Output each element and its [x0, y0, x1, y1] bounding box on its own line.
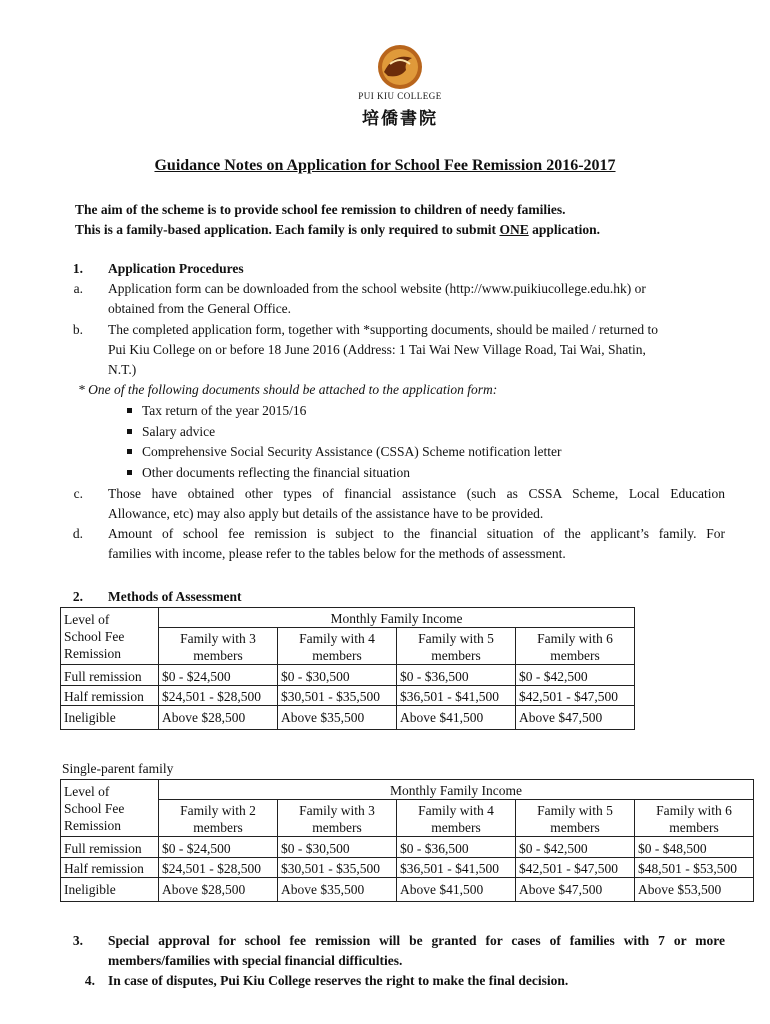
college-name-en: PUI KIU COLLEGE	[358, 91, 442, 101]
section3-line-2: members/families with special financial difficulties.	[108, 953, 403, 968]
assessment-table	[60, 607, 635, 730]
item-a-line-2: obtained from the General Office.	[108, 301, 292, 316]
section1-number: 1.	[72, 261, 83, 276]
table-cell: Above $53,500	[635, 878, 754, 902]
table-cell: Above $47,500	[516, 706, 635, 730]
doc-item: Comprehensive Social Security Assistance (CSSA) Scheme notification letter	[127, 442, 562, 462]
row-label: Ineligible	[61, 878, 159, 902]
column-header: Family with 4 members	[397, 800, 516, 837]
table-cell: Above $41,500	[397, 706, 516, 730]
table-cell: $0 - $42,500	[516, 665, 635, 686]
table-cell: Above $35,500	[278, 878, 397, 902]
college-name-zh: 培僑書院	[362, 109, 438, 129]
table-cell: $0 - $24,500	[159, 665, 278, 686]
table-row	[61, 878, 754, 902]
section3-line-1: Special approval for school fee remission will be granted for cases of families with 7 or more	[108, 933, 725, 948]
table-cell: Above $41,500	[397, 878, 516, 902]
item-b-line-3: N.T.)	[108, 362, 137, 377]
doc-item: Other documents reflecting the financial situation	[127, 463, 410, 483]
column-header: Family with 6 members	[516, 628, 635, 665]
single-parent-label: Single-parent family	[62, 761, 174, 776]
intro-line-2: This is a family-based application. Each family is only required to submit ONE application.	[75, 222, 600, 237]
table-cell: Above $47,500	[516, 878, 635, 902]
level-header: Level of School Fee Remission	[61, 780, 159, 837]
table-cell: $0 - $30,500	[278, 837, 397, 858]
bullet-icon	[127, 429, 132, 434]
table-row	[61, 706, 635, 730]
row-label: Half remission	[61, 686, 159, 706]
section2-number: 2.	[72, 589, 83, 604]
bullet-icon	[127, 470, 132, 475]
column-header: Family with 6 members	[635, 800, 754, 837]
item-b-line-2: Pui Kiu College on or before 18 June 2016 (Address: 1 Tai Wai New Village Road, Tai Wai, Shatin,	[108, 342, 646, 357]
single-parent-table	[60, 779, 754, 902]
table-cell: Above $28,500	[159, 706, 278, 730]
section3-number: 3.	[72, 933, 83, 948]
section1-heading: Application Procedures	[108, 261, 244, 276]
column-header: Family with 3 members	[278, 800, 397, 837]
table-cell: $0 - $36,500	[397, 837, 516, 858]
item-b-line-1: The completed application form, together with *supporting documents, should be mailed / returned to	[108, 322, 658, 337]
item-d-line-2: families with income, please refer to the tables below for the methods of assessment.	[108, 546, 566, 561]
intro-line-1: The aim of the scheme is to provide school fee remission to children of needy families.	[75, 202, 566, 217]
table-cell: Above $35,500	[278, 706, 397, 730]
column-header: Family with 5 members	[397, 628, 516, 665]
table-cell: Above $28,500	[159, 878, 278, 902]
table-cell: $36,501 - $41,500	[397, 686, 516, 706]
table-cell: $42,501 - $47,500	[516, 686, 635, 706]
item-d-line-1: Amount of school fee remission is subject to the financial situation of the applicant’s family. For	[108, 526, 725, 541]
page-title: Guidance Notes on Application for School Fee Remission 2016-2017	[154, 157, 616, 174]
table-cell: $24,501 - $28,500	[159, 858, 278, 878]
doc-item: Tax return of the year 2015/16	[127, 401, 306, 421]
row-label: Ineligible	[61, 706, 159, 730]
table-cell: $0 - $24,500	[159, 837, 278, 858]
table-cell: $30,501 - $35,500	[278, 686, 397, 706]
bullet-icon	[127, 408, 132, 413]
table-row	[61, 858, 754, 878]
column-header: Family with 2 members	[159, 800, 278, 837]
section4-text: In case of disputes, Pui Kiu College reserves the right to make the final decision.	[108, 973, 569, 988]
documents-note: * One of the following documents should be attached to the application form:	[78, 382, 498, 397]
table-cell: $42,501 - $47,500	[516, 858, 635, 878]
table-row	[61, 837, 754, 858]
row-label: Half remission	[61, 858, 159, 878]
table-row	[61, 686, 635, 706]
column-header: Family with 3 members	[159, 628, 278, 665]
bullet-icon	[127, 449, 132, 454]
table-cell: $0 - $48,500	[635, 837, 754, 858]
table-row	[61, 665, 635, 686]
item-b-label: b.	[72, 322, 83, 337]
doc-item: Salary advice	[127, 422, 215, 442]
column-header: Family with 4 members	[278, 628, 397, 665]
table-cell: $30,501 - $35,500	[278, 858, 397, 878]
item-a-label: a.	[73, 281, 83, 296]
table-cell: $0 - $36,500	[397, 665, 516, 686]
table-cell: $36,501 - $41,500	[397, 858, 516, 878]
row-label: Full remission	[61, 665, 159, 686]
income-header: Monthly Family Income	[159, 780, 754, 800]
table-cell: $48,501 - $53,500	[635, 858, 754, 878]
income-header: Monthly Family Income	[159, 608, 635, 628]
table-cell: $0 - $30,500	[278, 665, 397, 686]
item-c-line-1: Those have obtained other types of financial assistance (such as CSSA Scheme, Local Education	[108, 486, 725, 501]
column-header: Family with 5 members	[516, 800, 635, 837]
item-c-line-2: Allowance, etc) may also apply but details of the assistance have to be provided.	[108, 506, 544, 521]
one-emphasis: ONE	[499, 222, 529, 237]
table-cell: $24,501 - $28,500	[159, 686, 278, 706]
section2-heading: Methods of Assessment	[108, 589, 242, 604]
table-cell: $0 - $42,500	[516, 837, 635, 858]
item-c-label: c.	[73, 486, 83, 501]
item-d-label: d.	[72, 526, 83, 541]
item-a-line-1: Application form can be downloaded from the school website (http://www.puikiucollege.edu.hk) or	[108, 281, 646, 296]
row-label: Full remission	[61, 837, 159, 858]
level-header: Level of School Fee Remission	[61, 608, 159, 665]
section4-number: 4.	[84, 973, 95, 988]
